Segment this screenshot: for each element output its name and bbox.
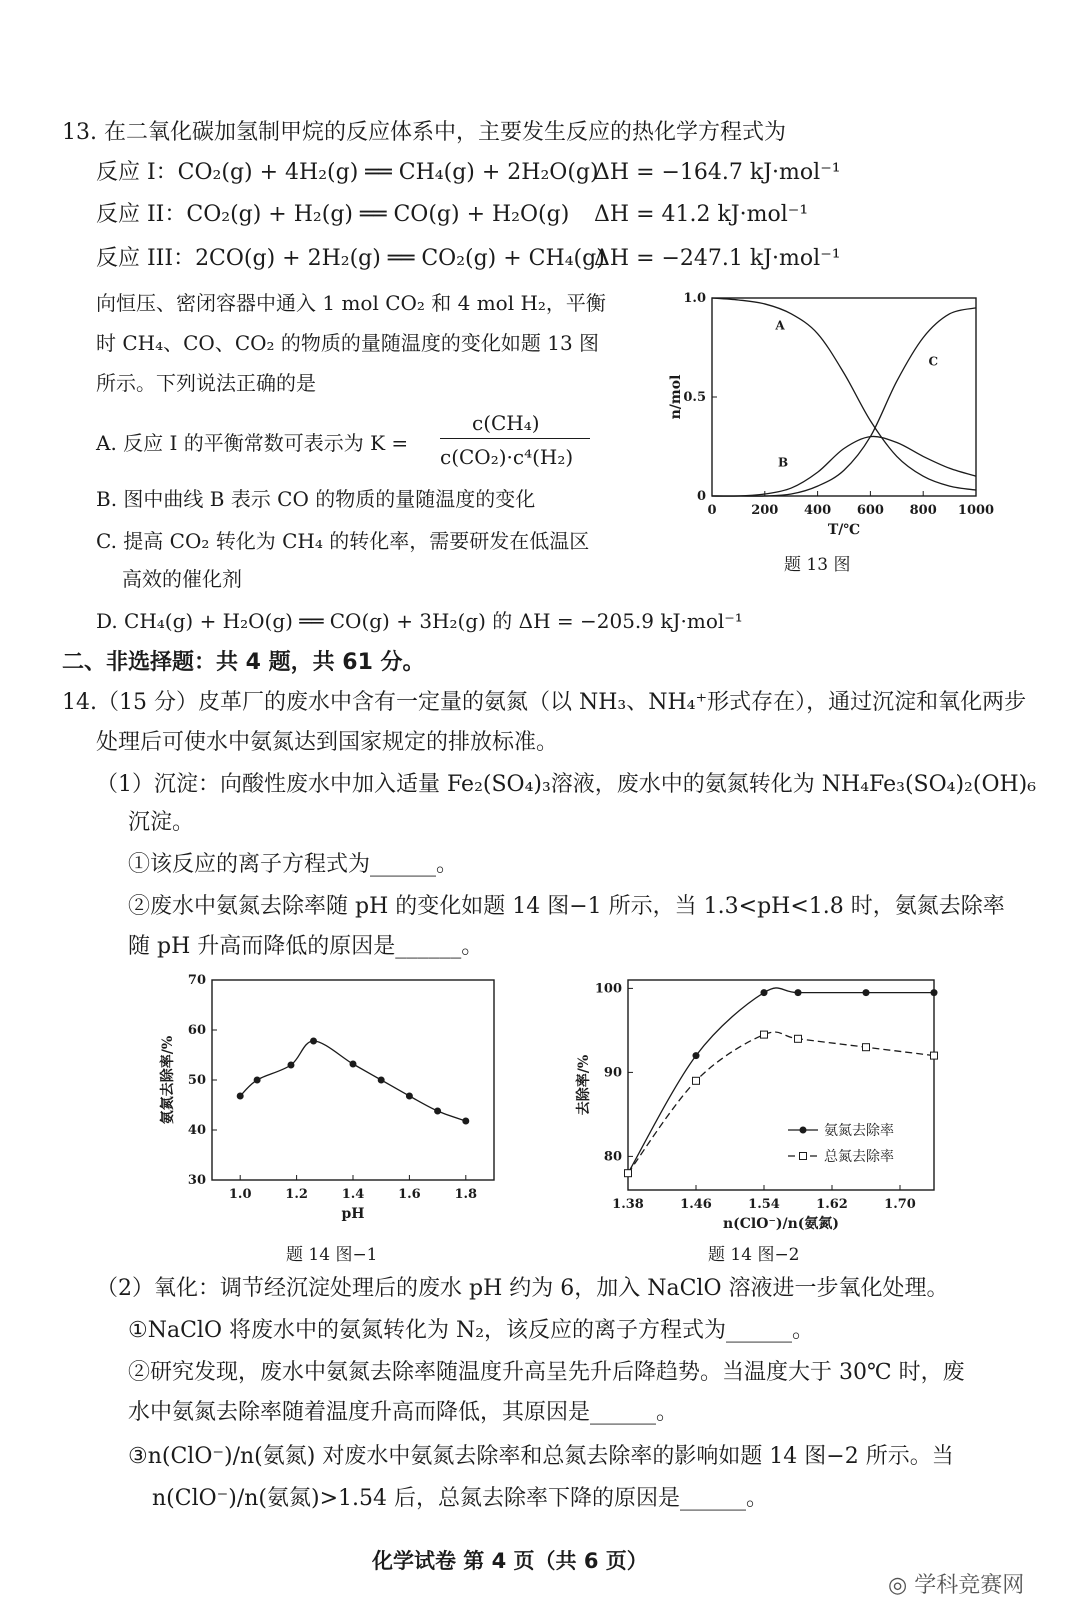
- q13-intro: 13. 在二氧化碳加氢制甲烷的反应体系中，主要发生反应的热化学方程式为: [62, 120, 786, 145]
- y-tick-label: 100: [594, 981, 622, 997]
- figure-13-chart: [660, 288, 1000, 538]
- x-tick-label: 1.0: [228, 1187, 252, 1202]
- data-point: [931, 1052, 938, 1059]
- series-line-C: [712, 308, 976, 496]
- y-tick-label: 40: [187, 1123, 206, 1138]
- y-tick-label: 90: [603, 1065, 622, 1081]
- data-point: [761, 989, 768, 996]
- x-tick-label: 1.4: [341, 1187, 365, 1202]
- q13-stem-1: 向恒压、密闭容器中通入 1 mol CO₂ 和 4 mol H₂，平衡: [96, 291, 606, 315]
- q13-reaction-3-dh: ΔH = −247.1 kJ·mol⁻¹: [594, 246, 841, 271]
- y-axis-label: n/mol: [668, 374, 684, 420]
- data-point: [693, 1077, 700, 1084]
- plot-frame: [712, 298, 976, 496]
- data-point: [434, 1108, 441, 1115]
- x-tick-label: 1.70: [884, 1197, 916, 1212]
- y-tick-label: 70: [187, 973, 206, 988]
- figure-14-1-caption: 题 14 图−1: [286, 1245, 378, 1265]
- series-line-氨氮去除率: [628, 988, 934, 1173]
- q13-reaction-3: 反应 III：2CO(g) + 2H₂(g) ══ CO₂(g) + CH₄(g): [96, 246, 605, 271]
- y-axis-label: 去除率/%: [576, 1054, 592, 1116]
- y-axis-label: 氨氮去除率/%: [160, 1035, 176, 1125]
- section-2-heading: 二、非选择题：共 4 题，共 61 分。: [62, 650, 425, 675]
- x-tick-label: 1.6: [398, 1187, 421, 1202]
- data-point: [931, 989, 938, 996]
- x-tick-label: 1.54: [748, 1197, 780, 1212]
- x-tick-label: 600: [856, 503, 884, 518]
- q13-reaction-1: 反应 I：CO₂(g) + 4H₂(g) ══ CH₄(g) + 2H₂O(g): [96, 160, 599, 185]
- data-point: [237, 1093, 244, 1100]
- q14-part1-question-1: ①该反应的离子方程式为______。: [128, 852, 459, 877]
- data-point: [863, 989, 870, 996]
- q13-option-a-numerator: c(CH₄): [472, 411, 540, 435]
- legend-label: 总氮去除率: [824, 1149, 894, 1165]
- q14-part2-question-2-line2: 水中氨氮去除率随着温度升高而降低，其原因是______。: [128, 1400, 679, 1425]
- q13-option-c-line1: C. 提高 CO₂ 转化为 CH₄ 的转化率，需要研发在低温区: [96, 529, 590, 553]
- q14-line-2: 处理后可使水中氨氮达到国家规定的排放标准。: [96, 730, 559, 755]
- legend-marker: [800, 1153, 807, 1160]
- data-point: [462, 1118, 469, 1125]
- data-point: [350, 1061, 357, 1068]
- x-tick-label: 200: [751, 503, 779, 518]
- figure-14-1-chart: [150, 968, 510, 1238]
- watermark: [888, 1568, 1024, 1599]
- data-point: [693, 1052, 700, 1059]
- data-point: [863, 1044, 870, 1051]
- watermark-text: 学科竞赛网: [914, 1573, 1025, 1598]
- x-tick-label: 1.2: [285, 1187, 308, 1202]
- y-tick-label: 1.0: [683, 291, 706, 306]
- figure-13-caption: 题 13 图: [784, 555, 851, 575]
- q14-part1-question-2-line1: ②废水中氨氮去除率随 pH 的变化如题 14 图−1 所示，当 1.3<pH<1.8 时，氨氮去除率: [128, 894, 1005, 919]
- wechat-icon: ◎: [888, 1573, 908, 1598]
- q14-part1-line-1: （1）沉淀：向酸性废水中加入适量 Fe₂(SO₄)₃溶液，废水中的氨氮转化为 NH₄Fe₃(SO₄)₂(OH)₆: [96, 772, 1037, 797]
- x-tick-label: 400: [804, 503, 832, 518]
- q13-reaction-2-dh: ΔH = 41.2 kJ·mol⁻¹: [594, 202, 809, 227]
- x-tick-label: 1.62: [816, 1197, 848, 1212]
- y-tick-label: 0: [696, 489, 706, 504]
- x-tick-label: 1.8: [454, 1187, 478, 1202]
- y-tick-label: 30: [187, 1173, 206, 1188]
- q13-option-b: B. 图中曲线 B 表示 CO 的物质的量随温度的变化: [96, 487, 536, 511]
- figure-14-2-caption: 题 14 图−2: [708, 1245, 800, 1265]
- data-point: [795, 989, 802, 996]
- q14-part2-question-2-line1: ②研究发现，废水中氨氮去除率随温度升高呈先升后降趋势。当温度大于 30℃ 时，废: [128, 1360, 965, 1385]
- q13-option-d: D. CH₄(g) + H₂O(g) ══ CO(g) + 3H₂(g) 的 ΔH = −205.9 kJ·mol⁻¹: [96, 609, 743, 633]
- q14-part2-question-3-line1: ③n(ClO⁻)/n(氨氮) 对废水中氨氮去除率和总氮去除率的影响如题 14 图−2 所示。当: [128, 1444, 954, 1469]
- q13-reaction-2: 反应 II：CO₂(g) + H₂(g) ══ CO(g) + H₂O(g): [96, 202, 570, 227]
- x-tick-label: 1.38: [612, 1197, 644, 1212]
- x-axis-label: n(ClO⁻)/n(氨氮): [722, 1216, 840, 1232]
- series-line-data: [240, 1041, 466, 1121]
- q13-stem-3: 所示。下列说法正确的是: [96, 371, 316, 395]
- legend-marker: [800, 1127, 807, 1134]
- y-tick-label: 50: [187, 1073, 206, 1088]
- q13-reaction-1-dh: ΔH = −164.7 kJ·mol⁻¹: [594, 160, 841, 185]
- data-point: [310, 1038, 317, 1045]
- data-point: [761, 1031, 768, 1038]
- data-point: [625, 1170, 632, 1177]
- series-line-B: [712, 436, 976, 496]
- q13-option-a-denominator: c(CO₂)·c⁴(H₂): [440, 445, 574, 469]
- fraction-bar: [440, 438, 590, 439]
- q14-part1-line-2: 沉淀。: [128, 810, 195, 835]
- x-axis-label: T/℃: [827, 522, 861, 538]
- x-axis-label: pH: [341, 1206, 365, 1222]
- data-point: [378, 1077, 385, 1084]
- x-tick-label: 1.46: [680, 1197, 712, 1212]
- y-tick-label: 80: [603, 1149, 622, 1165]
- data-point: [254, 1077, 261, 1084]
- q14-part2-line-1: （2）氧化：调节经沉淀处理后的废水 pH 约为 6，加入 NaClO 溶液进一步氧化处理。: [96, 1276, 949, 1301]
- series-line-A: [712, 298, 976, 490]
- curve-label-C: C: [928, 354, 939, 369]
- curve-label-B: B: [778, 455, 789, 470]
- data-point: [287, 1062, 294, 1069]
- curve-label-A: A: [775, 318, 785, 333]
- data-point: [406, 1093, 413, 1100]
- x-tick-label: 0: [707, 503, 717, 518]
- q14-part2-question-3-line2: n(ClO⁻)/n(氨氮)>1.54 后，总氮去除率下降的原因是______。: [152, 1486, 769, 1511]
- data-point: [795, 1035, 802, 1042]
- page-footer: 化学试卷 第 4 页（共 6 页）: [372, 1549, 648, 1573]
- q14-part1-question-2-line2: 随 pH 升高而降低的原因是______。: [128, 934, 484, 959]
- x-tick-label: 1000: [957, 503, 995, 518]
- x-tick-label: 800: [909, 503, 937, 518]
- q13-option-a: A. 反应 I 的平衡常数可表示为 K =: [96, 431, 409, 455]
- legend-label: 氨氮去除率: [824, 1123, 894, 1139]
- figure-14-2-chart: [572, 970, 952, 1238]
- q14-part2-question-1: ①NaClO 将废水中的氨氮转化为 N₂，该反应的离子方程式为______。: [128, 1318, 815, 1343]
- y-tick-label: 0.5: [683, 390, 706, 405]
- q13-stem-2: 时 CH₄、CO、CO₂ 的物质的量随温度的变化如题 13 图: [96, 331, 600, 355]
- q13-option-c-line2: 高效的催化剂: [122, 567, 242, 591]
- y-tick-label: 60: [187, 1023, 206, 1038]
- q14-line-1: 14.（15 分）皮革厂的废水中含有一定量的氨氮（以 NH₃、NH₄⁺形式存在），通过沉淀和氧化两步: [62, 690, 1027, 715]
